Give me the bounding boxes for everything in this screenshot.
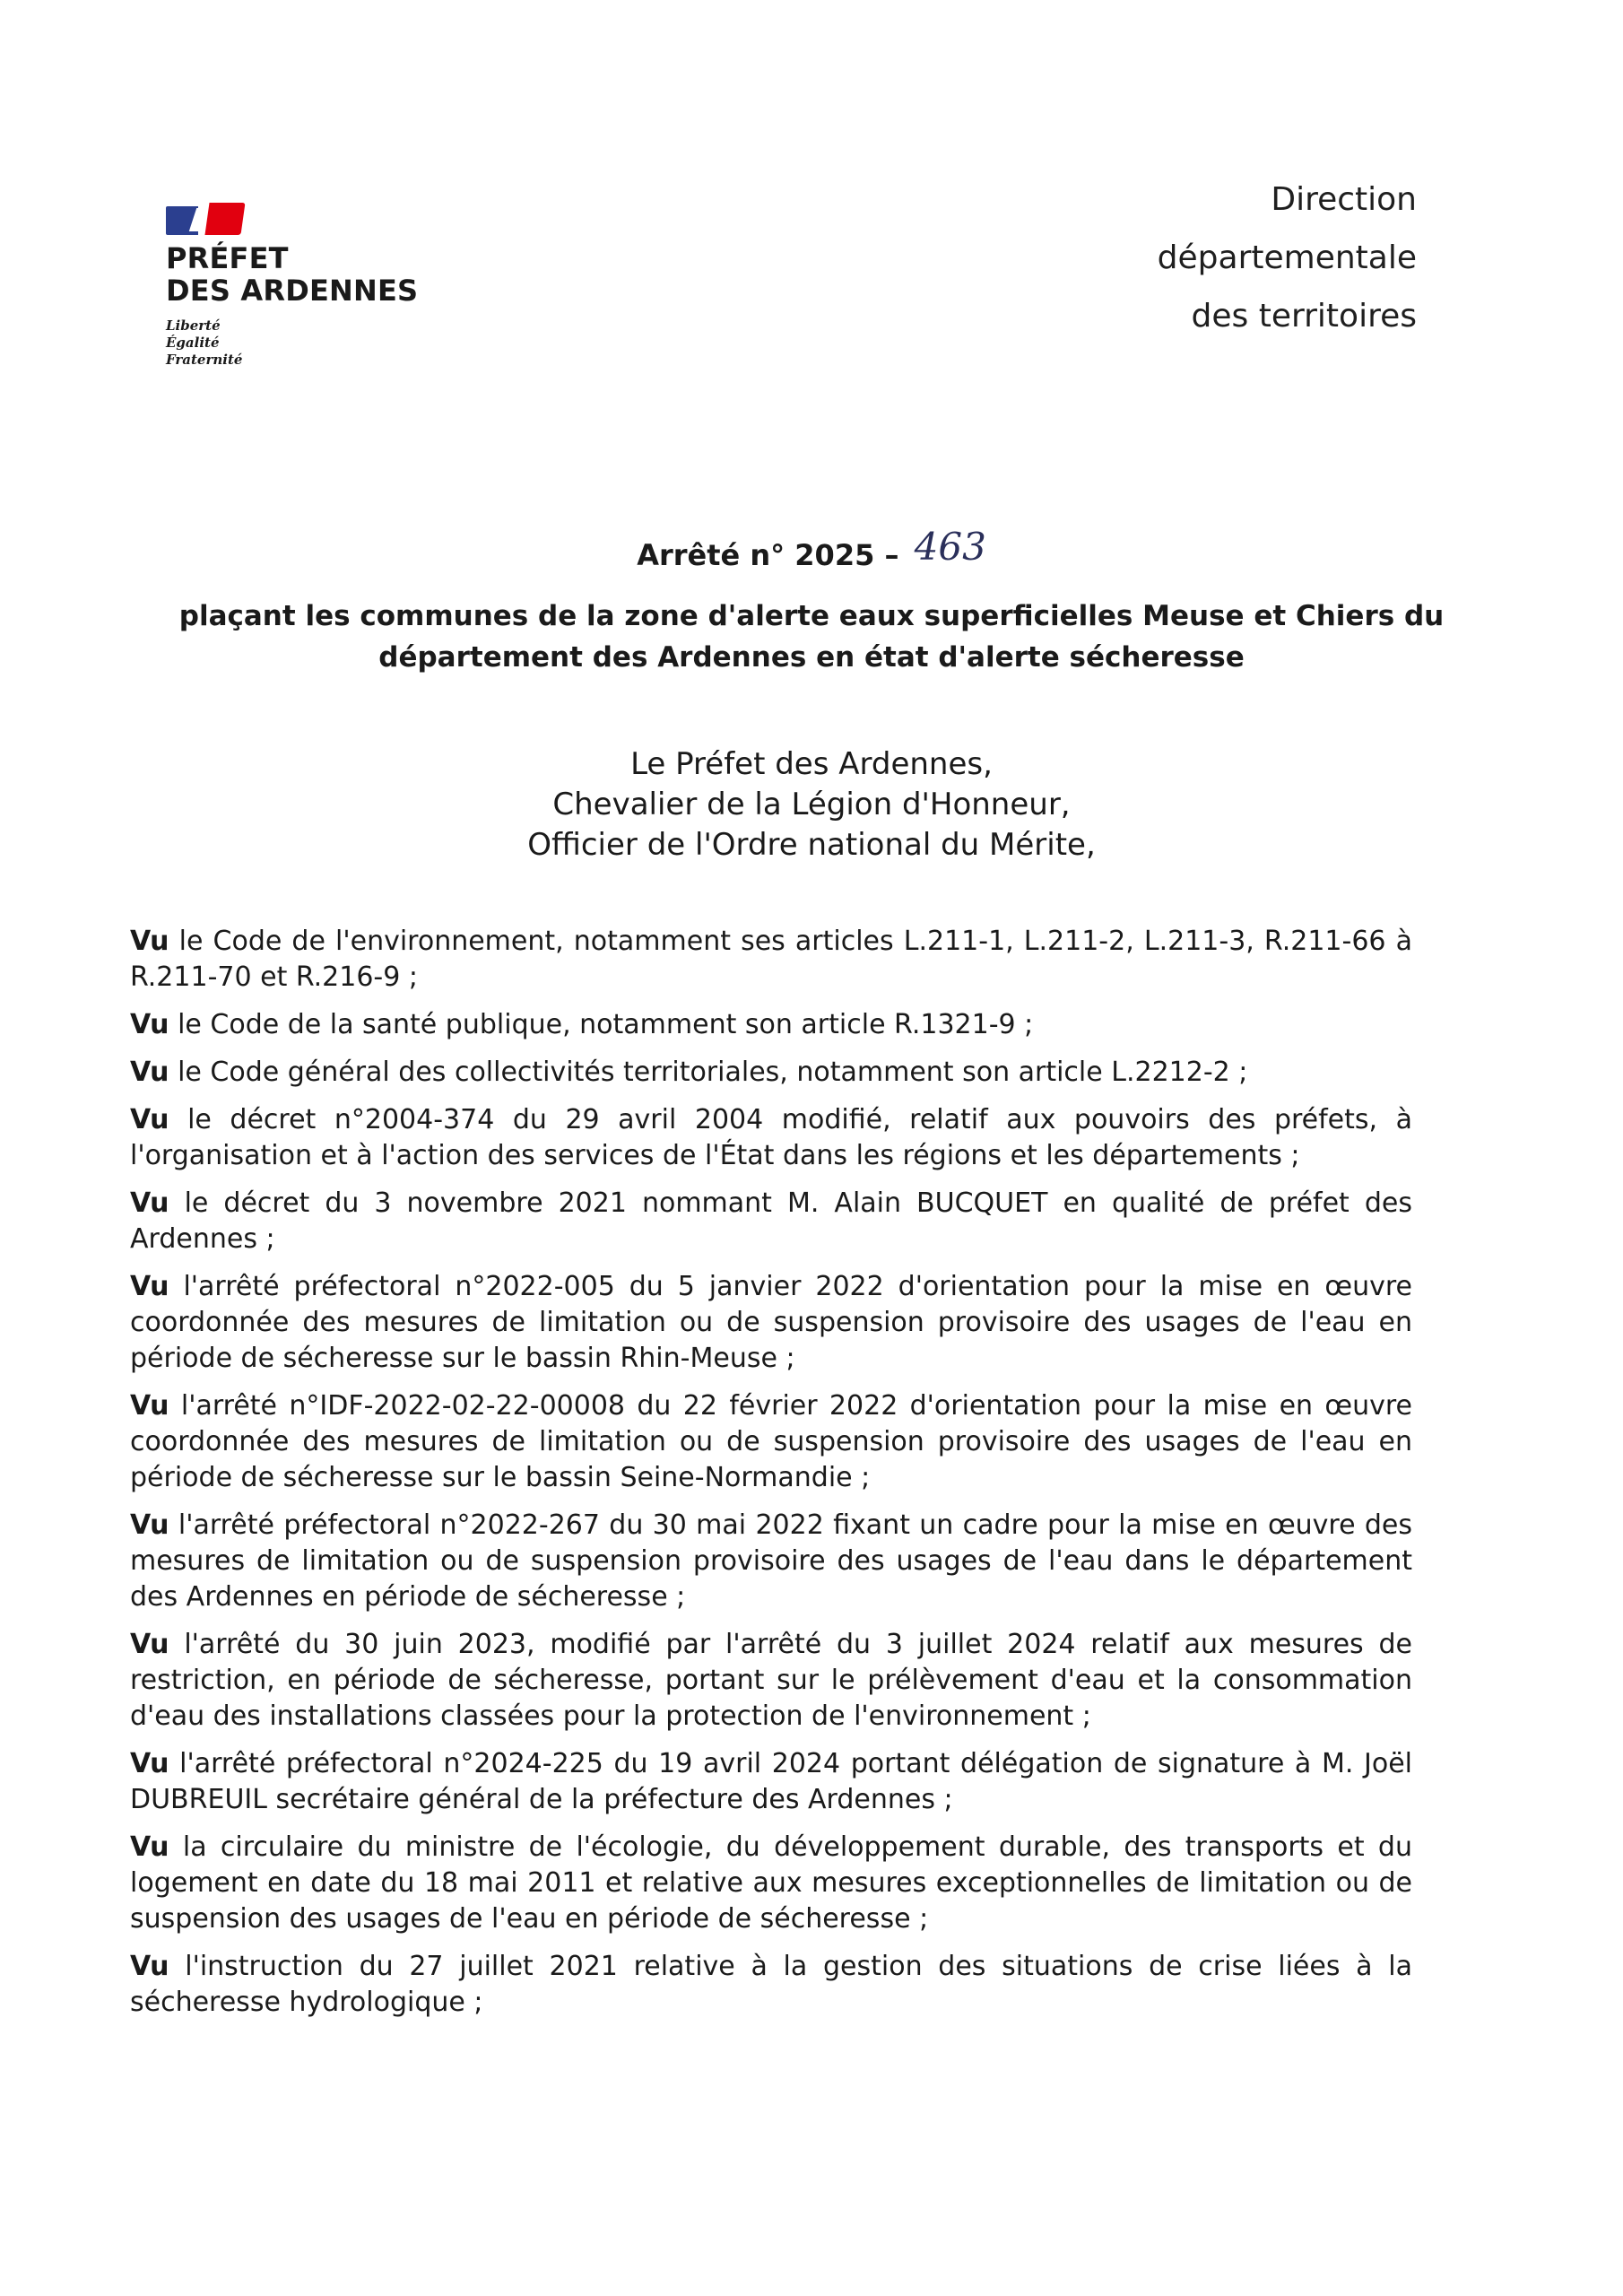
visa-item: Vu le Code de la santé publique, notamment son article R.1321-9 ; — [130, 1009, 1034, 1040]
visa-item: Vu le Code général des collectivités territoriales, notamment son article L.2212-2 ; — [130, 1057, 1248, 1088]
motto-fraternite: Fraternité — [166, 352, 243, 368]
visa-item: Vu le décret du 3 novembre 2021 nommant M. Alain BUCQUET en qualité de préfet des Ardennes ; — [130, 1187, 1412, 1255]
visa-item: Vu le décret n°2004-374 du 29 avril 2004 modifié, relatif aux pouvoirs des préfets, à l'organisation et à l'action des services de l'État dans les régions et les départements ; — [130, 1104, 1413, 1171]
arrete-prefix: Arrêté n° 2025 – — [637, 538, 899, 572]
visa-item: Vu l'arrêté préfectoral n°2022-267 du 30 mai 2022 fixant un cadre pour la mise en œuvre des mesures de limitation ou de suspension provisoire des usages de l'eau dans le département des Ardennes en période de sécheresse ; — [130, 1509, 1412, 1613]
prefet-line-3: Officier de l'Ordre national du Mérite, — [527, 827, 1096, 863]
direction-block — [1158, 170, 1417, 345]
arrete-subtitle: plaçant les communes de la zone d'alerte eaux superficielles Meuse et Chiers du département des Ardennes en état d'alerte sécheresse — [178, 600, 1445, 674]
visa-item: Vu la circulaire du ministre de l'écologie, du développement durable, des transports et du logement en date du 18 mai 2011 et relative aux mesures exceptionnelles de limitation ou de suspension des usages de l'eau en période de sécheresse ; — [130, 1831, 1412, 1935]
direction-line-1: Direction — [1271, 181, 1417, 218]
visa-item: Vu l'arrêté préfectoral n°2024-225 du 19 avril 2024 portant délégation de signature à M. Joël DUBREUIL secrétaire général de la préfecture des Ardennes ; — [130, 1748, 1412, 1815]
direction-line-3: des territoires — [1191, 298, 1417, 335]
visa-item: Vu l'arrêté préfectoral n°2022-005 du 5 janvier 2022 d'orientation pour la mise en œuvre coordonnée des mesures de limitation ou de suspension provisoire des usages de l'eau en période de sécheresse sur le bassin Rhin-Meuse ; — [130, 1271, 1412, 1374]
prefet-block — [0, 744, 1623, 865]
motto-egalite: Égalité — [166, 335, 220, 351]
motto-liberte: Liberté — [166, 317, 221, 334]
visa-item: Vu l'arrêté n°IDF-2022-02-22-00008 du 22 février 2022 d'orientation pour la mise en œuvre coordonnée des mesures de limitation ou de suspension provisoire des usages de l'eau en période de sécheresse sur le bassin Seine-Normandie ; — [130, 1390, 1413, 1493]
visas-list — [130, 924, 1412, 2032]
marianne-flag-icon — [166, 203, 243, 235]
prefet-logo-block — [166, 203, 435, 369]
logo-line-prefet: PRÉFET — [166, 241, 289, 275]
direction-line-2: départementale — [1157, 239, 1417, 276]
visa-item: Vu l'arrêté du 30 juin 2023, modifié par l'arrêté du 3 juillet 2024 relatif aux mesures de restriction, en période de sécheresse, portant sur le prélèvement d'eau et la consommation d'eau des installations classées pour la protection de l'environnement ; — [130, 1629, 1413, 1732]
logo-line-ardennes: DES ARDENNES — [166, 274, 419, 308]
visa-item: Vu l'instruction du 27 juillet 2021 relative à la gestion des situations de crise liées à la sécheresse hydrologique ; — [130, 1951, 1412, 2018]
prefet-line-1: Le Préfet des Ardennes, — [630, 746, 993, 782]
arrete-number-handwritten: 463 — [914, 525, 986, 569]
visa-item: Vu le Code de l'environnement, notamment ses articles L.211-1, L.211-2, L.211-3, R.211-66 à R.211-70 et R.216-9 ; — [130, 926, 1412, 993]
arrete-title — [0, 525, 1623, 573]
prefet-line-2: Chevalier de la Légion d'Honneur, — [552, 787, 1071, 822]
republic-motto — [166, 317, 435, 369]
